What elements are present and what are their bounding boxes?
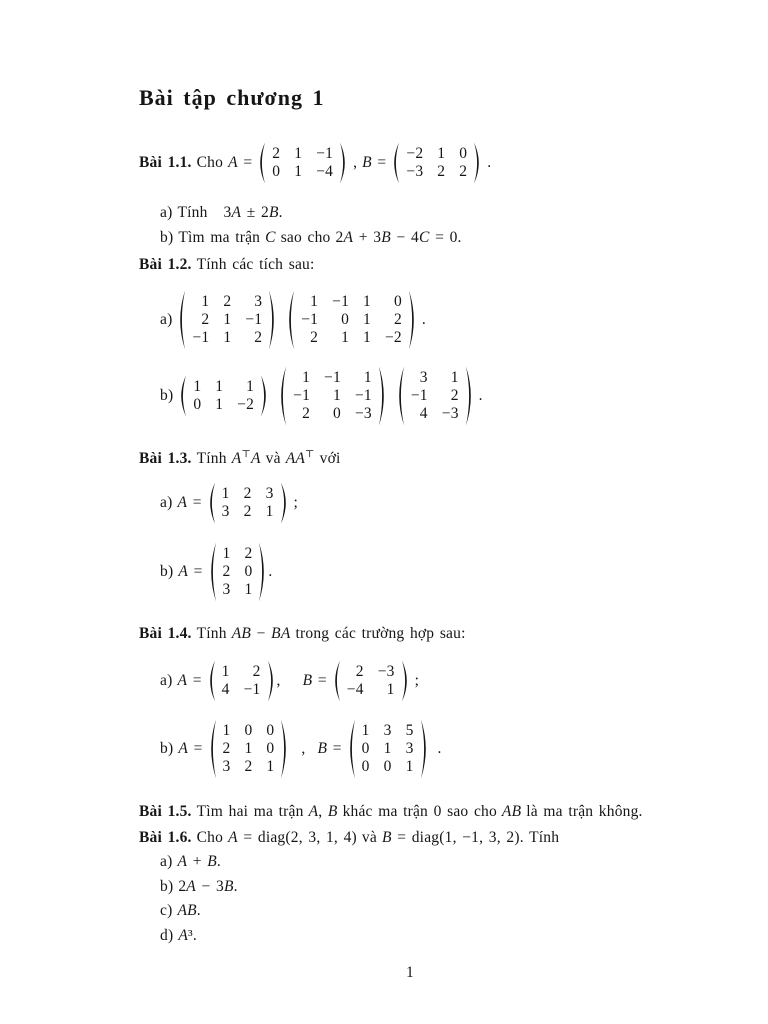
math-expression: A = (177, 494, 202, 511)
statement-text: Tính (196, 625, 227, 642)
matrix-a (208, 542, 268, 602)
matrix-body (294, 293, 409, 347)
math-variable: A (343, 229, 354, 246)
matrix-cell: 0 (193, 396, 202, 413)
math-variable: A (285, 450, 296, 467)
matrix-cell: 0 (361, 758, 370, 775)
matrix-cell: 2 (393, 311, 402, 328)
math-expression: A + B. (177, 853, 221, 870)
exercise-label: Bài 1.3. (139, 450, 192, 467)
math-expression (265, 229, 276, 247)
statement-text: khác ma trận 0 sao cho (342, 803, 497, 820)
exercise-1-6-part-a (160, 853, 221, 871)
exercise-1-3-part-a (160, 482, 298, 524)
page-title: Bài tập chương 1 (139, 85, 325, 110)
right-parenthesis (340, 142, 348, 184)
matrix-body (355, 722, 421, 776)
right-parenthesis (269, 290, 277, 350)
punctuation: , (301, 740, 306, 757)
exercise-1-6-part-c (160, 902, 201, 920)
matrix-cell: −2 (384, 329, 402, 346)
part-label: a) (160, 204, 173, 221)
punctuation: , (353, 154, 358, 171)
math-variable: C (418, 229, 430, 246)
matrix-cell: 0 (393, 293, 402, 310)
math-variable: A (178, 740, 188, 757)
matrix-body (216, 722, 282, 776)
exercise-1-3-statement (139, 450, 341, 468)
exercise-1-4-part-a (160, 660, 419, 702)
matrix-cell: 1 (266, 758, 275, 775)
math-variable: A (250, 450, 261, 467)
math-variable: A (178, 563, 188, 580)
math-expression: A = diag(2, 3, 1, 4) (228, 829, 357, 846)
math-expression (502, 803, 521, 821)
matrix-1 (177, 290, 277, 350)
math-expression (286, 450, 315, 468)
math-expression (232, 450, 261, 468)
part-label: b) (160, 563, 174, 580)
matrix-cell: 3 (383, 722, 392, 739)
matrix-cell: 1 (246, 378, 255, 395)
matrix-cell: −3 (377, 663, 395, 680)
left-parenthesis (207, 660, 215, 702)
part-text: sao cho (280, 229, 331, 246)
matrix-cell: 2 (310, 329, 319, 346)
matrix-cell: 0 (383, 758, 392, 775)
right-parenthesis (259, 542, 267, 602)
matrix-cell: 0 (244, 563, 253, 580)
punctuation: . (268, 563, 273, 580)
math-expression: A = (178, 740, 203, 757)
matrix-cell: 1 (310, 293, 319, 310)
left-parenthesis (208, 719, 216, 779)
math-variable: B (224, 878, 234, 895)
exercise-1-2-statement (139, 256, 314, 274)
matrix-cell: 2 (437, 163, 446, 180)
part-label: a) (160, 853, 173, 870)
matrix-cell: 1 (383, 740, 392, 757)
math-variable: B (241, 625, 252, 642)
statement-text: với (319, 450, 341, 467)
matrix-cell: 2 (244, 545, 253, 562)
math-variable: A (228, 154, 238, 171)
exercise-1-6-part-b (160, 878, 238, 896)
right-parenthesis (409, 290, 417, 350)
left-parenthesis (332, 660, 340, 702)
matrix-cell: −3 (354, 405, 372, 422)
right-parenthesis (281, 482, 289, 524)
matrix-cell: 1 (363, 369, 372, 386)
matrix-cell: 1 (215, 396, 224, 413)
statement-text: và (265, 450, 281, 467)
matrix-cell: 1 (221, 663, 230, 680)
exercise-label: Bài 1.5. (139, 803, 192, 820)
math-variable: A (178, 927, 188, 944)
left-parenthesis (396, 366, 404, 426)
math-variable: A (501, 803, 512, 820)
part-label: b) (160, 740, 174, 757)
exercise-1-6-statement (139, 829, 559, 847)
math-expression: 3A ± 2B. (223, 204, 283, 221)
math-expression: B = (317, 740, 342, 757)
right-parenthesis (379, 366, 387, 426)
exercise-1-4-statement (139, 625, 466, 643)
punctuation: , (276, 672, 281, 689)
matrix-a (207, 482, 289, 524)
matrix-a (208, 719, 290, 779)
matrix-b (332, 660, 410, 702)
math-variable: B (327, 803, 338, 820)
matrix-cell: 1 (363, 329, 371, 346)
math-variable: A (228, 829, 238, 846)
part-label: a) (160, 494, 173, 511)
math-expression: B = diag(1, −1, 3, 2) (381, 829, 520, 846)
matrix-cell: 2 (222, 563, 231, 580)
math-variable: B (187, 902, 197, 919)
math-expression: B = (302, 672, 327, 689)
math-variable: B (317, 740, 328, 757)
matrix-cell: 0 (266, 722, 275, 739)
matrix-cell: 1 (302, 369, 311, 386)
right-parenthesis (421, 719, 429, 779)
part-label: b) (160, 878, 174, 895)
matrix-body (185, 293, 269, 347)
math-expression: 2A + 3B − 4C = 0. (335, 229, 462, 246)
matrix-body (340, 663, 402, 699)
right-parenthesis (268, 660, 276, 702)
math-variable: A (186, 878, 196, 895)
matrix-cell: 2 (243, 485, 252, 502)
part-label: a) (160, 672, 173, 689)
matrix-cell: 2 (243, 503, 252, 520)
matrix-cell: 1 (223, 329, 232, 346)
matrix-cell: 1 (405, 758, 414, 775)
left-parenthesis (177, 290, 185, 350)
math-expression: A = (178, 563, 203, 580)
math-variable: C (265, 229, 276, 246)
matrix-cell: 3 (405, 740, 414, 757)
matrix-cell: 2 (302, 405, 311, 422)
math-variable: B (362, 154, 372, 171)
matrix-cell: 3 (265, 485, 274, 502)
part-label: b) (160, 387, 174, 404)
matrix-cell: 0 (459, 145, 468, 162)
transpose-symbol: ⊤ (241, 449, 251, 460)
matrix-cell: −1 (332, 293, 350, 310)
matrix-cell: 3 (254, 293, 263, 310)
matrix-3 (396, 366, 474, 426)
matrix-cell: 5 (405, 722, 414, 739)
exercise-1-4-part-b (160, 719, 442, 779)
matrix-cell: 2 (450, 387, 459, 404)
exercise-label: Bài 1.4. (139, 625, 192, 642)
statement-text: và (361, 829, 377, 846)
matrix-cell: −4 (316, 163, 334, 180)
right-parenthesis (466, 366, 474, 426)
matrix-cell: 2 (252, 663, 261, 680)
part-label: b) (160, 229, 174, 246)
matrix-cell: −1 (354, 387, 372, 404)
left-parenthesis (208, 542, 216, 602)
matrix-cell: −3 (441, 405, 459, 422)
punctuation: . (421, 311, 426, 328)
left-parenthesis (278, 366, 286, 426)
matrix-cell: 1 (223, 311, 232, 328)
math-variable: B (268, 204, 279, 221)
exercise-1-1-part-b (160, 229, 462, 247)
math-expression: A = (228, 154, 253, 171)
matrix-cell: 1 (363, 293, 371, 310)
matrix-cell: −1 (324, 369, 341, 386)
matrix-body (399, 145, 474, 181)
statement-text: Cho (196, 154, 224, 171)
transpose-symbol: ⊤ (305, 449, 315, 460)
math-expression: AB − BA (231, 625, 291, 642)
matrix-cell: 0 (361, 740, 370, 757)
matrix-cell: 1 (361, 722, 370, 739)
statement-text: trong các trường hợp sau: (295, 625, 466, 642)
matrix-cell: 1 (244, 740, 253, 757)
matrix-body (215, 485, 281, 521)
matrix-cell: −1 (243, 681, 261, 698)
matrix-2 (278, 366, 387, 426)
punctuation: ; (293, 494, 299, 511)
matrix-cell: 0 (244, 722, 253, 739)
matrix-b (347, 719, 429, 779)
statement-text: Tính (196, 450, 227, 467)
exercise-1-2-part-a (160, 290, 426, 350)
math-variable: A (177, 494, 188, 511)
punctuation: ; (414, 672, 420, 689)
matrix-cell: 2 (355, 663, 364, 680)
matrix-body (186, 378, 261, 414)
matrix-cell: 2 (201, 311, 210, 328)
matrix-cell: 2 (272, 145, 281, 162)
matrix-cell: 0 (266, 740, 275, 757)
statement-text: . Tính (519, 829, 560, 846)
matrix-cell: 0 (272, 163, 281, 180)
matrix-cell: −2 (406, 145, 424, 162)
left-parenthesis (257, 142, 265, 184)
matrix-a (257, 142, 348, 184)
math-expression: A = (177, 672, 202, 689)
exercise-1-3-part-b (160, 542, 273, 602)
matrix-cell: 1 (215, 378, 224, 395)
punctuation: . (478, 387, 483, 404)
matrix-cell: 1 (341, 329, 350, 346)
statement-text: là ma trận không. (526, 803, 643, 820)
matrix-cell: 1 (244, 581, 253, 598)
exercise-1-1-part-a (160, 204, 283, 222)
left-parenthesis (286, 290, 294, 350)
math-variable: B (511, 803, 522, 820)
matrix-cell: 2 (223, 293, 232, 310)
math-variable: B (302, 672, 313, 689)
matrix-cell: 1 (193, 378, 202, 395)
exercise-label: Bài 1.1. (139, 154, 192, 171)
left-parenthesis (391, 142, 399, 184)
math-expression: AB. (177, 902, 201, 919)
math-variable: A (231, 204, 242, 221)
math-variable: B (271, 625, 281, 642)
statement-text: Tìm hai ma trận (196, 803, 304, 820)
math-variable: A (231, 450, 242, 467)
matrix-cell: 3 (222, 581, 231, 598)
matrix-cell: 1 (450, 369, 459, 386)
math-expression: 2A − 3B. (178, 878, 238, 895)
left-parenthesis (178, 375, 186, 417)
matrix-cell: 3 (221, 503, 230, 520)
matrix-cell: −1 (192, 329, 210, 346)
statement-text: Tính các tích sau: (196, 256, 315, 273)
right-parenthesis (281, 719, 289, 779)
matrix-cell: 4 (221, 681, 230, 698)
punctuation: . (487, 154, 492, 171)
math-variable: A (231, 625, 242, 642)
matrix-cell: 1 (437, 145, 446, 162)
math-variable: B (207, 853, 217, 870)
matrix-body (404, 369, 466, 423)
matrix-cell: 1 (221, 485, 230, 502)
matrix-cell: 3 (419, 369, 428, 386)
statement-text: Cho (196, 829, 224, 846)
left-parenthesis (347, 719, 355, 779)
matrix-cell: 1 (201, 293, 210, 310)
matrix-cell: 1 (386, 681, 395, 698)
matrix-cell: −1 (245, 311, 263, 328)
math-variable: A (295, 450, 306, 467)
right-parenthesis (474, 142, 482, 184)
matrix-cell: −3 (406, 163, 424, 180)
matrix-1 (178, 375, 269, 417)
part-text: Tính (177, 204, 208, 221)
exercise-label: Bài 1.6. (139, 829, 192, 846)
matrix-cell: 1 (222, 722, 231, 739)
matrix-cell: −1 (410, 387, 428, 404)
matrix-cell: 0 (332, 405, 341, 422)
matrix-body (216, 545, 260, 599)
page-number: 1 (406, 964, 414, 981)
math-variable: A (177, 672, 188, 689)
math-variable: B (381, 229, 391, 246)
matrix-cell: 2 (254, 329, 263, 346)
matrix-cell: −1 (301, 311, 319, 328)
matrix-cell: 2 (244, 758, 253, 775)
matrix-b (391, 142, 482, 184)
matrix-cell: −4 (346, 681, 364, 698)
right-parenthesis (402, 660, 410, 702)
matrix-body (286, 369, 379, 423)
exercise-1-1-statement (139, 142, 491, 184)
exercise-1-6-part-d (160, 927, 197, 945)
right-parenthesis (261, 375, 269, 417)
math-variable: A (280, 625, 291, 642)
matrix-cell: 3 (222, 758, 231, 775)
matrix-cell: 1 (332, 387, 341, 404)
math-variable: A (177, 902, 188, 919)
exercise-1-2-part-b (160, 366, 483, 426)
exercise-1-5-statement (139, 803, 643, 821)
left-parenthesis (207, 482, 215, 524)
matrix-cell: 1 (294, 145, 303, 162)
matrix-cell: −1 (293, 387, 311, 404)
punctuation: . (437, 740, 442, 757)
matrix-cell: 1 (294, 163, 303, 180)
matrix-a (207, 660, 276, 702)
matrix-body (265, 145, 340, 181)
matrix-cell: −2 (237, 396, 255, 413)
part-label: c) (160, 902, 173, 919)
part-text: Tìm ma trận (178, 229, 261, 246)
matrix-cell: 1 (222, 545, 231, 562)
math-variable: A (308, 803, 319, 820)
matrix-cell: 1 (265, 503, 274, 520)
part-label: d) (160, 927, 174, 944)
matrix-cell: 4 (419, 405, 428, 422)
matrix-2 (286, 290, 417, 350)
math-variable: B (381, 829, 392, 846)
math-expression: A, B (308, 803, 338, 820)
matrix-cell: 1 (363, 311, 371, 328)
exercise-label: Bài 1.2. (139, 256, 192, 273)
part-label: a) (160, 311, 173, 328)
math-variable: A (177, 853, 188, 870)
math-expression: A³. (178, 927, 197, 944)
matrix-cell: 2 (459, 163, 468, 180)
matrix-cell: 0 (341, 311, 350, 328)
matrix-cell: −1 (316, 145, 334, 162)
matrix-cell: 2 (222, 740, 231, 757)
math-expression: B = (362, 154, 387, 171)
matrix-body (215, 663, 268, 699)
